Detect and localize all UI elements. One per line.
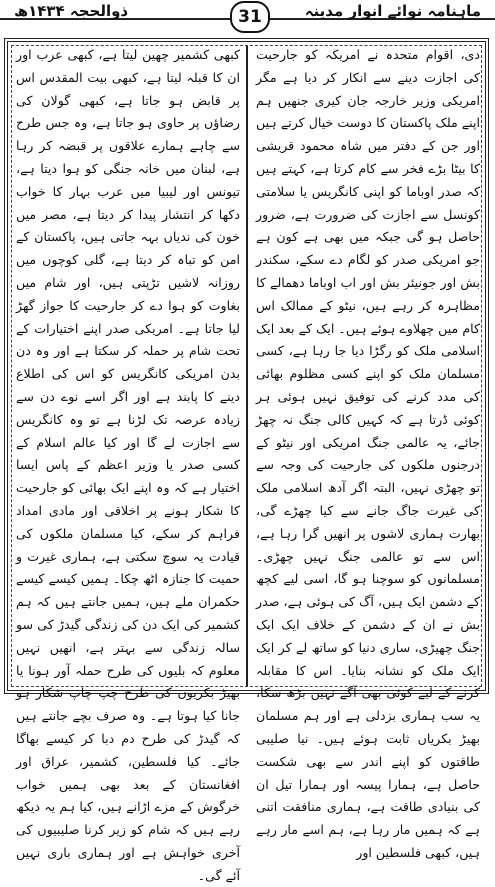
left-column bbox=[16, 44, 240, 883]
page-number: 31 bbox=[230, 1, 270, 33]
issue-date: ذوالحجہ ۱۴۳۴ھ bbox=[14, 2, 129, 20]
magazine-title: ماہنامہ نوائے انوار مدینہ bbox=[304, 2, 481, 20]
right-column bbox=[256, 44, 480, 860]
left-column-text: کبھی کشمیر چھین لیتا ہے، کبھی عرب اور ان کا قبلہ لیتا ہے، کبھی بیت المقدس اس پر قابض ہو جاتا ہے، کبھی گولان کی رضاؤں پر حاوی ہو جاتا ہے، وہ جس طرح سے چاہے ہمارے علاقوں پر قبضہ کر رہا ہے، لبنان میں خانہ جنگی کو ہوا دیتا ہے، تیونس اور لیبیا میں عرب بہار کا خواب دکھا کر انتشار پیدا کر دیتا ہے، مصر میں خون کی ندیاں بہہ جاتی ہیں، پاکستان کے امن کو تباہ کر دیتا ہے، گلی کوچوں میں روزانہ لاشیں تڑپتی ہیں، اور شام میں بغاوت کو ہوا دے کر جارحیت کا جواز گھڑ لیا جاتا ہے۔ امریکی صدر اپنے اختیارات کے تحت شام پر حملہ کر سکتا ہے اور وہ دن بدن امریکی کانگریس کو اس کی اطلاع دینے کا پابند ہے اور اگر اسے نوے دن سے زیادہ عرصہ تک لڑنا ہے تو وہ کانگریس سے اجازت لے گا اور کیا عالم اسلام کے کسی صدر یا وزیر اعظم کے پاس ایسا اختیار ہے کہ وہ اپنے ایک بھائی کو جارحیت کا شکار ہونے پر اخلاقی اور مادی امداد فراہم کر سکے، کیا مسلمان ملکوں کی قیادت یہ سوچ سکتی ہے، ہماری غیرت و حمیت کا جنازہ اٹھ چکا۔ ہمیں کیسے کیسے حکمران ملے ہیں، ہمیں جانتے ہیں کہ ہم کشمیر کی ایک دن کی زندگی گیدڑ کی سو سالہ زندگی سے بہتر ہے، انھیں نہیں معلوم کہ بلیوں کی طرح حملہ آور ہونا یا بھیڑ بکریوں کی طرح چپ چاپ شکار ہو جانا کیا ہوتا ہے۔ وہ صرف بچے جانتے ہیں کہ گیدڑ کی طرح دم دبا کر کیسے بھاگا جائے۔ کیا فلسطین، کشمیر، عراق اور افغانستان کے بعد بھی ہمیں خواب خرگوش کے مزے اڑانے ہیں، کیا ہم یہ دیکھ رہے ہیں کہ شام کو زیر کرنا صلیبیوں کی آخری خواہش ہے اور ہماری باری نہیں آئے گی۔ bbox=[16, 47, 240, 883]
right-column-text: دی، اقوام متحدہ نے امریکہ کو جارحیت کی اجازت دینے سے انکار کر دیا ہے مگر امریکی وزیر خارجہ جان کیری جنھیں ہم اپنے ملک پاکستان کا دوست خیال کرتے ہیں اور جن کے دفتر میں شاہ محمود قریشی کا بیٹا بڑے فخر سے کام کرتا ہے، کہتے ہیں کہ صدر اوباما کو اپنی کانگریس یا سلامتی کونسل سے اجازت کی ضرورت ہے، ضرور حاصل ہو گی جبکہ میں بھی ہے کون ہے جو امریکی صدر کو لگام دے سکے، سکندر بش اور جونیئر بش اور اب اوباما دھمالے کا مظاہرہ کر رہے ہیں، نیٹو کے ممالک اس کام میں چھلاوے ہوئے ہیں۔ ایک کے بعد ایک اسلامی ملک کو رگڑا دیا جا رہا ہے، کسی مسلمان ملک کو اپنے کسی مظلوم بھائی کی مدد کرنے کی توفیق نہیں ہوئی ہر کوئی ڈرتا ہے کہ کہیں کالی جنگ نہ چھڑ جائے، یہ عالمی جنگ امریکی اور نیٹو کے درجنوں ملکوں کی جارحیت کی وجہ سے تو چھڑی نہیں، البتہ اگر آدھ اسلامی ملک کی غیرت جاگ جانے سے کیا چھڑے گی، بھارت ہماری لاشوں پر انھیں گرا رہا ہے، اس سے تو عالمی جنگ نہیں چھڑی۔ مسلمانوں کو سوچنا ہو گا، اسی لیے کچھ کے دشمن ایک ہیں، آگ کی ہوئی ہے، صدر بش نے ان کے دشمن کے خلاف ایک ایک جنگ چھیڑی، ساری دنیا کو ساتھ لے کر ایک ایک ملک کو نشانہ بنایا۔ اس کا مقابلہ کرنے کے لیے کوئی بھی آگے نہیں بڑھ سکا، یہ سب ہماری بزدلی ہے اور ہم مسلمان بھیڑ بکریاں ثابت ہوئے ہیں۔ نیا صلیبی طاقتوں کو اپنے اندر سے بھی شکست حاصل ہے، ہمارا پیسہ اور ہمارا تیل ان کی بنیادی طاقت ہے، ہماری منافقت اتنی ہے کہ ہمیں مار رہا ہے، ہم اسے مار رہے ہیں، کبھی فلسطین اور bbox=[256, 47, 480, 860]
column-divider bbox=[246, 46, 248, 686]
page-header bbox=[0, 0, 495, 38]
